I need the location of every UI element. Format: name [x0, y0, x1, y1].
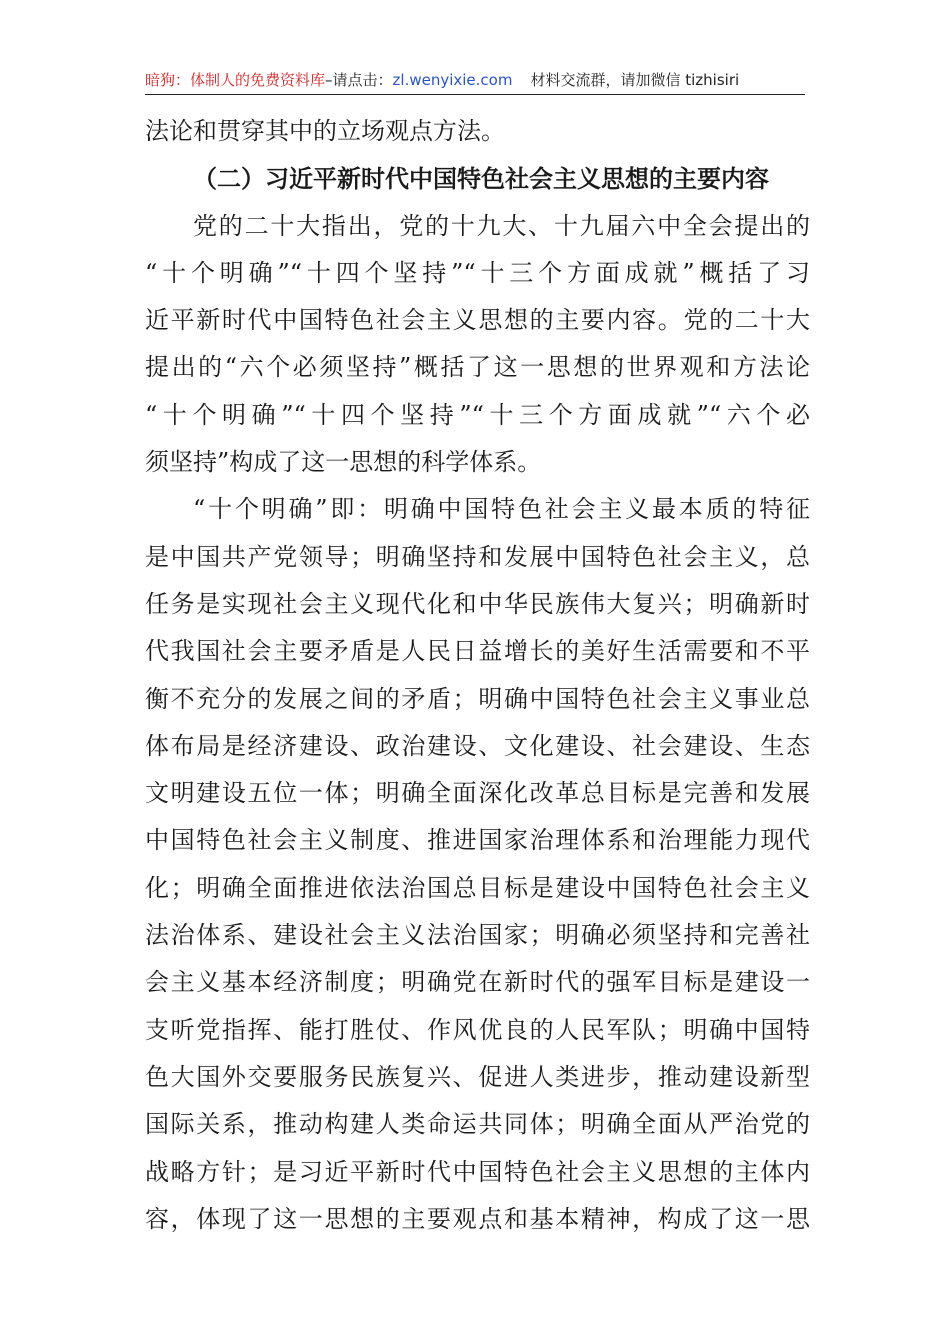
- document-body: [145, 108, 810, 1243]
- body-line: 任务是实现社会主义现代化和中华民族伟大复兴；明确新时: [145, 589, 810, 618]
- body-line: 法治体系、建设社会主义法治国家；明确必须坚持和完善社: [145, 921, 810, 950]
- body-line: 近平新时代中国特色社会主义思想的主要内容。党的二十大: [145, 306, 810, 335]
- body-line: 色大国外交要服务民族复兴、促进人类进步，推动建设新型: [145, 1062, 810, 1091]
- body-line: 国际关系，推动构建人类命运共同体；明确全面从严治党的: [145, 1110, 810, 1139]
- header-prompt: –请点击：: [325, 71, 393, 89]
- body-line: “十个明确”“十四个坚持”“十三个方面成就”“六个必: [145, 400, 810, 429]
- body-line: 代我国社会主要矛盾是人民日益增长的美好生活需要和不平: [145, 637, 810, 666]
- header-contact: 材料交流群，请加微信 tizhisiri: [530, 71, 740, 89]
- section-heading: （二）习近平新时代中国特色社会主义思想的主要内容: [193, 164, 769, 194]
- body-line: 须坚持”构成了这一思想的科学体系。: [145, 448, 542, 477]
- body-line: “十个明确”即：明确中国特色社会主义最本质的特征: [193, 495, 810, 524]
- body-line: 体布局是经济建设、政治建设、文化建设、社会建设、生态: [145, 731, 810, 760]
- body-line: 党的二十大指出，党的十九大、十九届六中全会提出的: [193, 211, 810, 240]
- page-header: [145, 66, 805, 94]
- body-line: 战略方针；是习近平新时代中国特色社会主义思想的主体内: [145, 1157, 810, 1186]
- body-line: 文明建设五位一体；明确全面深化改革总目标是完善和发展: [145, 779, 810, 808]
- body-line: 容，体现了这一思想的主要观点和基本精神，构成了这一思: [145, 1204, 810, 1233]
- body-line: 中国特色社会主义制度、推进国家治理体系和治理能力现代: [145, 826, 810, 855]
- body-line: 提出的“六个必须坚持”概括了这一思想的世界观和方法论: [145, 353, 810, 382]
- body-line: 衡不充分的发展之间的矛盾；明确中国特色社会主义事业总: [145, 684, 810, 713]
- header-brand: 暗狗：体制人的免费资料库: [145, 71, 326, 89]
- body-line: “十个明确”“十四个坚持”“十三个方面成就”概括了习: [145, 258, 810, 287]
- header-divider: [145, 94, 805, 95]
- body-line: 法论和贯穿其中的立场观点方法。: [145, 117, 505, 145]
- body-line: 会主义基本经济制度；明确党在新时代的强军目标是建设一: [145, 968, 810, 997]
- body-line: 是中国共产党领导；明确坚持和发展中国特色社会主义，总: [145, 542, 810, 571]
- body-line: 化；明确全面推进依法治国总目标是建设中国特色社会主义: [145, 873, 810, 902]
- body-line: 支听党指挥、能打胜仗、作风优良的人民军队；明确中国特: [145, 1015, 810, 1044]
- header-url-link[interactable]: zl.wenyixie.com: [392, 71, 513, 89]
